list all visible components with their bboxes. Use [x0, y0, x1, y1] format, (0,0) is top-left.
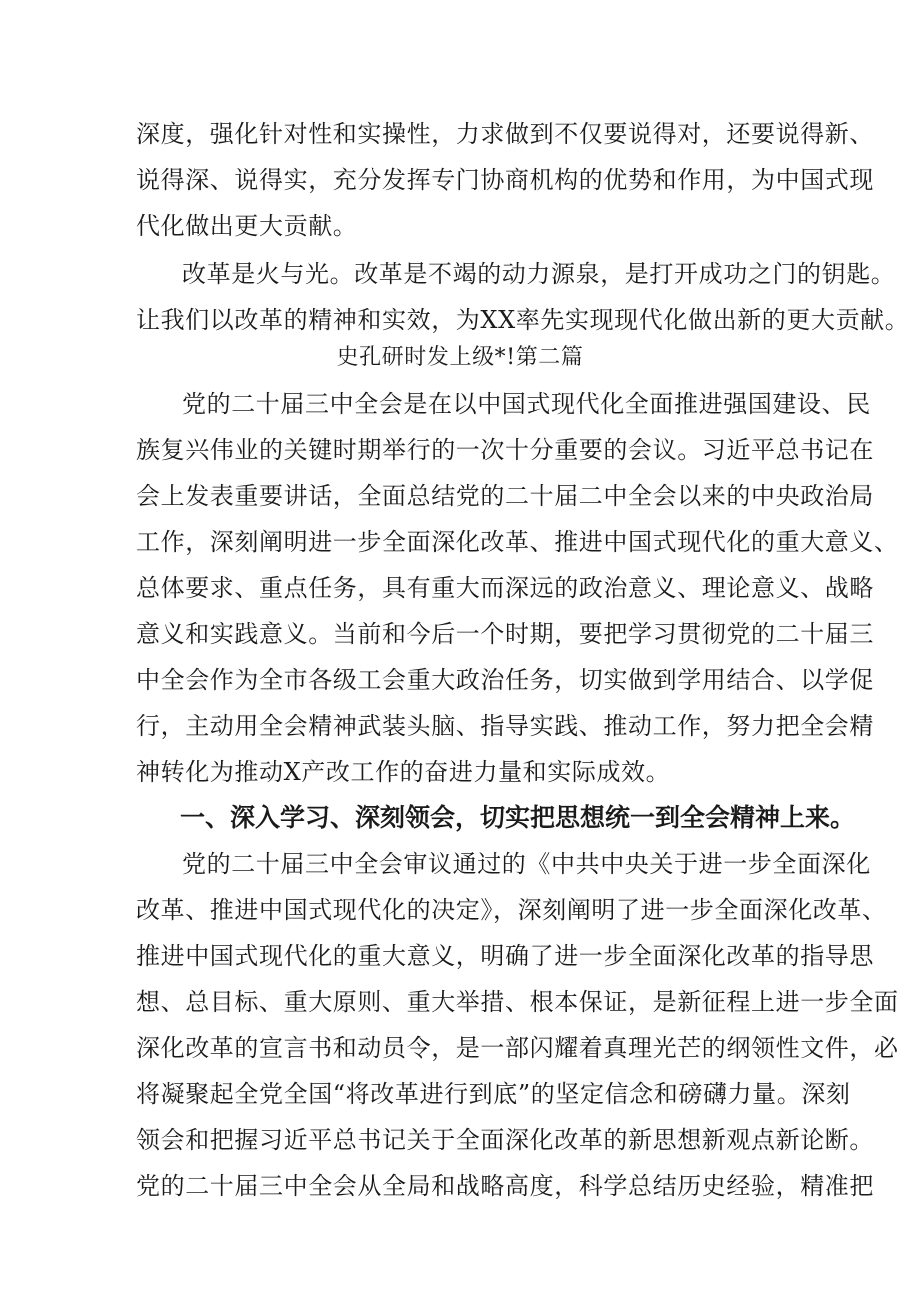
paragraph-line: 会上发表重要讲话，全面总结党的二十届二中全会以来的中央政治局 [136, 482, 874, 510]
paragraph-line: 深度，强化针对性和实操性，力求做到不仅要说得对，还要说得新、 [136, 120, 874, 148]
paragraph-line: 行，主动用全会精神武装头脑、指导实践、推动工作，努力把全会精 [136, 712, 874, 740]
paragraph-line: 工作，深刻阐明进一步全面深化改革、推进中国式现代化的重大意义、 [136, 528, 899, 556]
paragraph-line: 改革、推进中国式现代化的决定》，深刻阐明了进一步全面深化改革、 [136, 896, 887, 924]
paragraph-line: 意义和实践意义。当前和今后一个时期，要把学习贯彻党的二十届三 [136, 620, 874, 648]
paragraph-line: 领会和把握习近平总书记关于全面深化改革的新思想新观点新论断。 [136, 1126, 874, 1154]
paragraph-line: 将凝聚起全党全国“将改革进行到底”的坚定信念和磅礴力量。深刻 [136, 1080, 851, 1108]
paragraph-line: 代化做出更大贡献。 [136, 212, 358, 240]
paragraph-line: 总体要求、重点任务，具有重大而深远的政治意义、理论意义、战略 [136, 574, 874, 602]
section-title: 史孔研时发上级*!第二篇 [336, 345, 584, 370]
paragraph-line: 族复兴伟业的关键时期举行的一次十分重要的会议。习近平总书记在 [136, 436, 874, 464]
paragraph-line: 想、总目标、重大原则、重大举措、根本保证，是新征程上进一步全面 [136, 988, 899, 1016]
paragraph-line: 推进中国式现代化的重大意义，明确了进一步全面深化改革的指导思 [136, 942, 874, 970]
paragraph-line: 党的二十届三中全会审议通过的《中共中央关于进一步全面深化 [182, 850, 871, 878]
paragraph-line: 神转化为推动X产改工作的奋进力量和实际成效。 [136, 758, 671, 786]
paragraph-line: 党的二十届三中全会是在以中国式现代化全面推进强国建设、民 [182, 390, 871, 418]
paragraph-line: 让我们以改革的精神和实效，为XX率先实现现代化做出新的更大贡献。 [136, 306, 910, 334]
section-heading: 一、深入学习、深刻领会，切实把思想统一到全会精神上来。 [180, 803, 856, 832]
paragraph-line: 党的二十届三中全会从全局和战略高度，科学总结历史经验，精准把 [136, 1172, 874, 1200]
paragraph-line: 改革是火与光。改革是不竭的动力源泉，是打开成功之门的钥匙。 [182, 260, 896, 288]
paragraph-line: 深化改革的宣言书和动员令，是一部闪耀着真理光芒的纲领性文件，必 [136, 1034, 899, 1062]
paragraph-line: 说得深、说得实，充分发挥专门协商机构的优势和作用，为中国式现 [136, 166, 874, 194]
paragraph-line: 中全会作为全市各级工会重大政治任务，切实做到学用结合、以学促 [136, 666, 874, 694]
